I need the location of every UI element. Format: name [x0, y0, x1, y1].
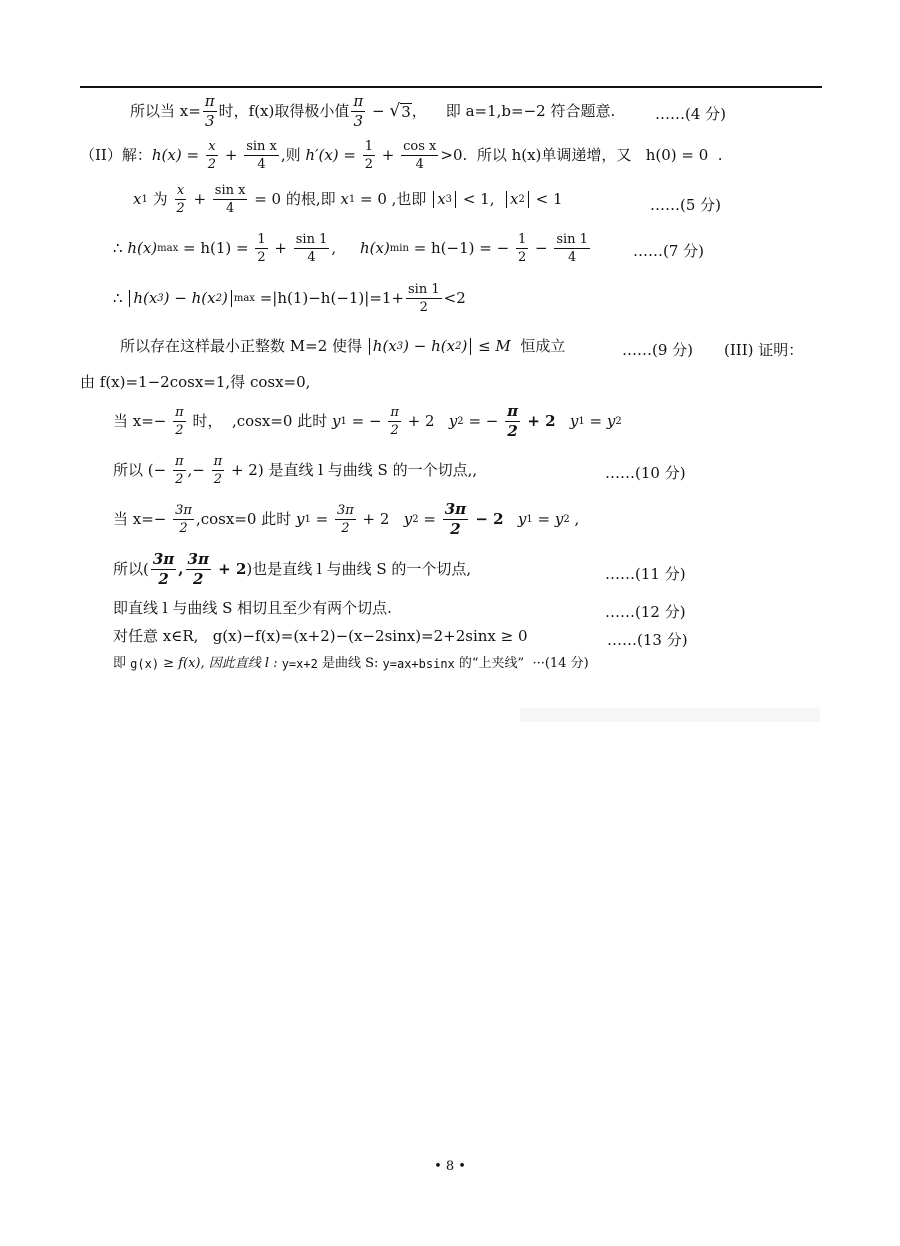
text: = [310, 510, 333, 528]
denominator: 2 [390, 423, 399, 438]
numerator: 3π [336, 503, 354, 518]
denominator: 2 [158, 570, 169, 588]
denominator: 4 [415, 157, 424, 172]
text: = − [346, 412, 387, 430]
line-9 [113, 455, 477, 486]
header-rule [80, 86, 822, 88]
numerator: sin x [214, 183, 246, 198]
denominator: 2 [517, 250, 527, 265]
text: , [178, 560, 184, 578]
numerator: cos x [403, 139, 437, 154]
score-12: ……(12 分) [605, 603, 686, 621]
fraction-pi-over-2 [173, 455, 186, 486]
text: =|h(1)−h(−1)|=1+ [254, 289, 405, 307]
h-of-x: h(x) = [151, 146, 204, 164]
line-7 [80, 375, 310, 390]
numerator: sin 1 [556, 232, 588, 247]
fraction-pi-over-2 [173, 406, 186, 437]
var-y: y [403, 510, 413, 528]
text: = 0 ,也即 [355, 190, 432, 208]
denominator: 4 [568, 250, 577, 265]
text: 对任意 x∈R, g(x)−f(x)=(x+2)−(x−2sinx)=2+2sinx ≥ 0 [113, 627, 528, 645]
text: + 2 [212, 560, 247, 578]
denominator: 2 [175, 423, 184, 438]
text: , [569, 510, 580, 528]
therefore-sign: ∴ [113, 239, 128, 257]
numerator: 1 [364, 139, 374, 154]
plus-sign: + [269, 239, 292, 257]
numerator: π [204, 92, 215, 110]
denominator: 2 [179, 521, 188, 536]
fraction-pi-over-2-bold [505, 404, 520, 439]
denominator: 2 [207, 157, 217, 172]
text: h(x [372, 337, 397, 355]
text: + 2 [357, 510, 404, 528]
subscript: 1 [526, 513, 533, 525]
fraction-3pi-over-2-bold [443, 502, 468, 537]
plus-sign: + [220, 146, 243, 164]
denominator: 2 [419, 300, 428, 315]
numerator: x [176, 183, 185, 198]
text: 为 [147, 190, 173, 208]
var-x: x [510, 190, 519, 208]
text: = 0 的根,即 [249, 190, 341, 208]
subscript: 2 [455, 340, 462, 352]
var-x: x [340, 190, 349, 208]
subscript: 2 [518, 193, 525, 205]
text: 所以 h(x)单调递增，又 h(0) = 0 . [467, 146, 723, 164]
subscript: 1 [304, 513, 311, 525]
plus-sign: + [377, 146, 400, 164]
numerator: 3π [444, 500, 467, 518]
line-13 [113, 629, 528, 644]
numerator: π [175, 405, 184, 420]
fraction-sinx-over-4 [244, 140, 279, 171]
text: ) − h(x [163, 289, 216, 307]
denominator: 2 [176, 201, 185, 216]
numerator: 1 [257, 232, 266, 247]
text: <2 [443, 289, 466, 307]
score-13: ……(13 分) [607, 631, 688, 649]
subscript: 1 [348, 193, 356, 205]
text: 即直线 l 与曲线 S 相切且至少有两个切点. [113, 599, 392, 617]
fraction-1-over-2 [516, 233, 528, 264]
text: = y [532, 510, 564, 528]
text: = y [584, 412, 616, 430]
numerator: sin 1 [295, 232, 328, 247]
fraction-sin1-over-2 [406, 283, 442, 314]
minus-sign: − [530, 239, 553, 257]
numerator: π [353, 92, 364, 110]
text: ,− [187, 461, 210, 479]
numerator: sin 1 [408, 282, 440, 297]
sqrt-3: √ 3 [389, 101, 411, 121]
score-11: ……(11 分) [605, 565, 686, 583]
var-x: x [133, 190, 142, 208]
fraction-pi-over-2 [212, 455, 225, 486]
page-number: • 8 • [434, 1159, 466, 1174]
line-1 [130, 94, 615, 129]
line-10 [113, 502, 579, 537]
var-y: y [503, 510, 527, 528]
denominator: 3 [353, 112, 364, 130]
subscript: 2 [563, 513, 570, 525]
minus-sign: − [367, 102, 390, 120]
score-7: ……(7 分) [633, 242, 705, 260]
plus-sign: + [188, 190, 211, 208]
numerator: π [213, 454, 223, 469]
text: 当 x=− [113, 510, 172, 528]
numerator: π [174, 454, 184, 469]
subscript: 1 [340, 415, 347, 427]
score-10: ……(10 分) [605, 464, 686, 482]
numerator: 1 [517, 232, 527, 247]
subscript-min: min [389, 242, 409, 254]
h-of-x: h(x) [359, 239, 390, 257]
subscript: 1 [578, 415, 585, 427]
subscript: 2 [615, 415, 622, 427]
text: + 2 [522, 412, 556, 430]
line-2 [80, 140, 723, 171]
curve-equation: y=ax+bsinx [382, 656, 455, 671]
text: 当 x=− [113, 412, 172, 430]
fraction-3pi-over-2-bold [151, 552, 176, 587]
fraction-sin1-over-4 [554, 233, 590, 264]
numerator: π [390, 405, 399, 420]
text: >0. [440, 146, 468, 164]
text: 所以当 x= [130, 102, 201, 120]
subscript: 1 [141, 193, 148, 205]
denominator: 2 [213, 472, 223, 487]
text: 时，f(x)取得极小值 [218, 102, 350, 120]
text: )也是直线 l 与曲线 S 的一个切点, [246, 560, 472, 578]
numerator: sin x [246, 139, 277, 154]
var-y: y [295, 510, 305, 528]
denominator: 4 [257, 157, 266, 172]
radicand: 3 [401, 103, 411, 121]
text: 由 f(x)=1−2cosx=1,得 cosx=0, [80, 373, 311, 391]
text: ≥ f(x), 因此直线 l : [159, 656, 282, 671]
fraction-sin1-over-4 [294, 233, 330, 264]
abs-h-difference [129, 290, 232, 307]
denominator: 2 [507, 422, 518, 440]
var-y: y [448, 412, 458, 430]
line-5 [113, 283, 466, 314]
text: − 2 [470, 510, 504, 528]
text: = h(1) = [178, 239, 254, 257]
text: 是直线 l 与曲线 S 的一个切点,, [263, 461, 478, 479]
subscript: 3 [396, 340, 404, 352]
line-3 [133, 184, 563, 215]
denominator: 2 [175, 472, 184, 487]
text: ) − h(x [403, 337, 456, 355]
part-label: （II）解： [80, 146, 152, 164]
text: < 1, [458, 190, 504, 208]
denominator: 2 [450, 520, 461, 538]
subscript-max: max [233, 292, 255, 304]
fraction-pi-over-2 [388, 406, 401, 437]
abs-x3 [433, 191, 456, 208]
fraction-3pi-over-2-bold [186, 552, 211, 587]
score-5: ……(5 分) [650, 196, 722, 214]
fraction-pi-over-3-b [351, 94, 365, 129]
numerator: π [507, 402, 519, 420]
g-of-x: g(x) [130, 656, 160, 671]
line-8 [113, 404, 622, 439]
faint-watermark-band [520, 708, 820, 722]
fraction-pi-over-3 [203, 94, 217, 129]
denominator: 3 [204, 112, 215, 130]
numerator: x [208, 139, 216, 154]
fraction-3pi-over-2 [335, 504, 356, 535]
denominator: 2 [257, 250, 266, 265]
line-12 [113, 601, 392, 616]
line-6 [120, 338, 565, 355]
var-y: y [332, 412, 341, 430]
text: = [418, 510, 441, 528]
numerator: 3π [175, 503, 192, 518]
fraction-1-over-2 [363, 140, 375, 171]
fraction-3pi-over-2 [173, 504, 194, 535]
text: h(x [133, 289, 158, 307]
fraction-x-over-2 [174, 184, 186, 215]
denominator: 4 [225, 201, 235, 216]
subscript: 3 [445, 193, 453, 205]
fraction-sinx-over-4 [213, 184, 248, 215]
text: 所以存在这样最小正整数 M=2 使得 [120, 337, 367, 355]
line-11 [113, 552, 471, 587]
line-14 [113, 657, 589, 670]
var-y: y [555, 412, 579, 430]
text: 所以 (− [113, 461, 171, 479]
text: 恒成立 [510, 337, 566, 355]
text: 的“上夹线” ···(14 分) [454, 656, 589, 671]
abs-x2 [506, 191, 529, 208]
abs-h-difference [369, 338, 472, 355]
text: 是曲线 S: [317, 656, 383, 671]
numerator: 3π [152, 550, 175, 568]
part-3-label: (III) 证明： [724, 341, 804, 359]
text: ≤ M [473, 337, 511, 355]
text: ,cosx=0 此时 [195, 510, 296, 528]
text: < 1 [530, 190, 563, 208]
therefore-sign: ∴ [113, 289, 128, 307]
text: ) [221, 289, 228, 307]
subscript: 2 [215, 292, 222, 304]
text: = h(−1) = − [408, 239, 514, 257]
text: 所以( [113, 560, 149, 578]
score-4: ……(4 分) [655, 105, 727, 123]
text: 时， ,cosx=0 此时 [187, 412, 332, 430]
text: , [331, 239, 360, 257]
fraction-x-over-2 [206, 140, 218, 171]
line-equation: y=x+2 [281, 656, 318, 671]
text: + 2) [226, 461, 264, 479]
score-9: ……(9 分) [622, 341, 694, 359]
subscript: 3 [157, 292, 164, 304]
text: = − [463, 412, 504, 430]
numerator: 3π [187, 550, 209, 568]
h-of-x: h(x) [127, 239, 158, 257]
text: + 2 [402, 412, 449, 430]
text: ) [461, 337, 468, 355]
subscript: 2 [412, 513, 419, 525]
subscript: 2 [457, 415, 464, 427]
fraction-1-over-2 [255, 233, 267, 264]
subscript-max: max [157, 242, 179, 254]
fraction-cosx-over-4 [401, 140, 438, 171]
denominator: 4 [307, 250, 316, 265]
denominator: 2 [341, 521, 350, 536]
h-prime-of-x: h′(x) = [305, 146, 361, 164]
denominator: 2 [193, 570, 204, 588]
text: 即 [113, 656, 131, 671]
denominator: 2 [364, 157, 374, 172]
text: ， 即 a=1,b=−2 符合题意. [411, 102, 616, 120]
line-4 [113, 233, 592, 264]
text: ,则 [280, 146, 306, 164]
var-x: x [437, 190, 446, 208]
